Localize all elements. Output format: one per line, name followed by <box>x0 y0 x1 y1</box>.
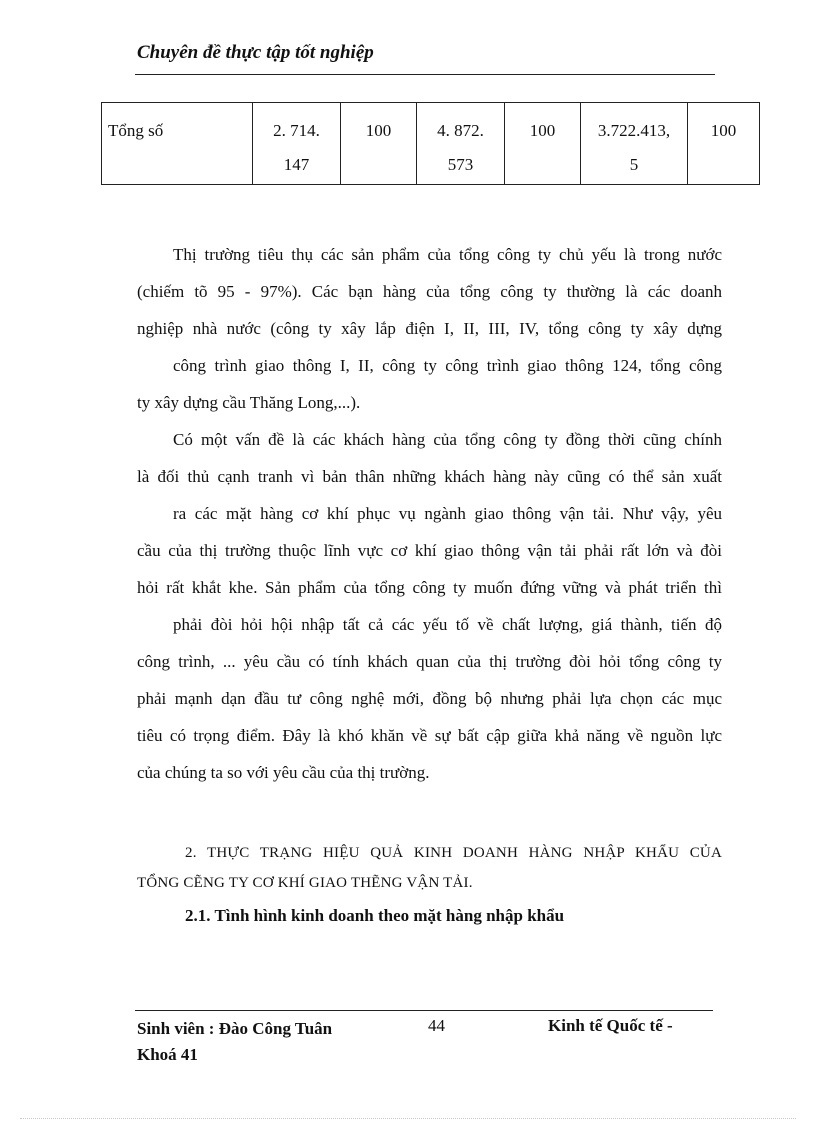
paragraph-line: cầu của thị trường thuộc lĩnh vực cơ khí giao thông vận tải phải rất lớn và đòi <box>137 541 722 560</box>
table-cell <box>688 103 760 185</box>
table-cell <box>417 103 505 185</box>
page-bottom-border <box>20 1118 796 1119</box>
paragraph-line: công trình giao thông I, II, công ty công trình giao thông 124, tổng công <box>173 356 722 375</box>
paragraph-line: nghiệp nhà nước (công ty xây lắp điện I, II, III, IV, tổng công ty xây dựng <box>137 319 722 338</box>
cell-line: 100 <box>710 121 737 140</box>
footer-department: Kinh tế Quốc tế - <box>548 1016 673 1035</box>
summary-table <box>101 102 760 185</box>
header-divider <box>135 74 715 75</box>
section-heading-line: TỔNG CẼNG TY CƠ KHÍ GIAO THẼNG VẬN TẢI. <box>137 875 473 891</box>
cell-line: 100 <box>529 121 556 140</box>
cell-line: 5 <box>629 155 639 174</box>
cell-line: Tổng số <box>108 121 164 140</box>
body-text <box>137 236 722 791</box>
cell-line: 3.722.413, <box>597 121 671 140</box>
cell-line: 2. 714. <box>273 121 320 140</box>
footer-author-name: Sinh viên : Đào Công Tuân <box>137 1019 333 1038</box>
subsection-heading: 2.1. Tình hình kinh doanh theo mặt hàng nhập khẩu <box>185 906 565 925</box>
page-header-title: Chuyên đề thực tập tốt nghiệp <box>137 42 374 63</box>
paragraph-line: tiêu có trọng điểm. Đây là khó khăn về sự bất cập giữa khả năng về nguồn lực <box>137 726 722 745</box>
paragraph-line: công trình, ... yêu cầu có tính khách quan của thị trường đòi hỏi tổng công ty <box>137 652 722 671</box>
table-cell <box>581 103 688 185</box>
page-number: 44 <box>428 1016 445 1035</box>
paragraph-line: Có một vấn đề là các khách hàng của tổng công ty đồng thời cũng chính <box>173 430 722 449</box>
table-cell <box>505 103 581 185</box>
paragraph-line: ra các mặt hàng cơ khí phục vụ ngành giao thông vận tải. Như vậy, yêu <box>173 504 722 523</box>
section-heading-line: 2. THỰC TRẠNG HIỆU QUẢ KINH DOANH HÀNG NHẬP KHẨU CỦA <box>185 845 722 861</box>
table-cell-label <box>102 103 253 185</box>
paragraph-line: phải mạnh dạn đầu tư công nghệ mới, đồng bộ nhưng phải lựa chọn các mục <box>137 689 722 708</box>
footer-divider <box>135 1010 713 1011</box>
paragraph-line: (chiếm tõ 95 - 97%). Các bạn hàng của tổng công ty thường là các doanh <box>137 282 722 301</box>
section-heading <box>137 838 722 898</box>
footer-author <box>137 1016 332 1068</box>
paragraph-line: phải đòi hỏi hội nhập tất cả các yếu tố về chất lượng, giá thành, tiến độ <box>173 615 722 634</box>
cell-line: 100 <box>365 121 392 140</box>
paragraph-line: ty xây dựng cầu Thăng Long,...). <box>137 393 361 412</box>
paragraph-line: của chúng ta so với yêu cầu của thị trường. <box>137 763 430 782</box>
table-cell <box>253 103 341 185</box>
table-cell <box>341 103 417 185</box>
table-row <box>102 103 760 185</box>
paragraph-line: là đối thủ cạnh tranh vì bản thân những khách hàng này cũng có thể sản xuất <box>137 467 722 486</box>
paragraph-line: hỏi rất khắt khe. Sản phẩm của tổng công ty muốn đứng vững và phát triển thì <box>137 578 722 597</box>
cell-line: 4. 872. <box>437 121 484 140</box>
cell-line: 573 <box>447 155 474 174</box>
footer-cohort: Khoá 41 <box>137 1045 198 1064</box>
paragraph-line: Thị trường tiêu thụ các sản phẩm của tổng công ty chủ yếu là trong nước <box>173 245 722 264</box>
cell-line: 147 <box>283 155 310 174</box>
